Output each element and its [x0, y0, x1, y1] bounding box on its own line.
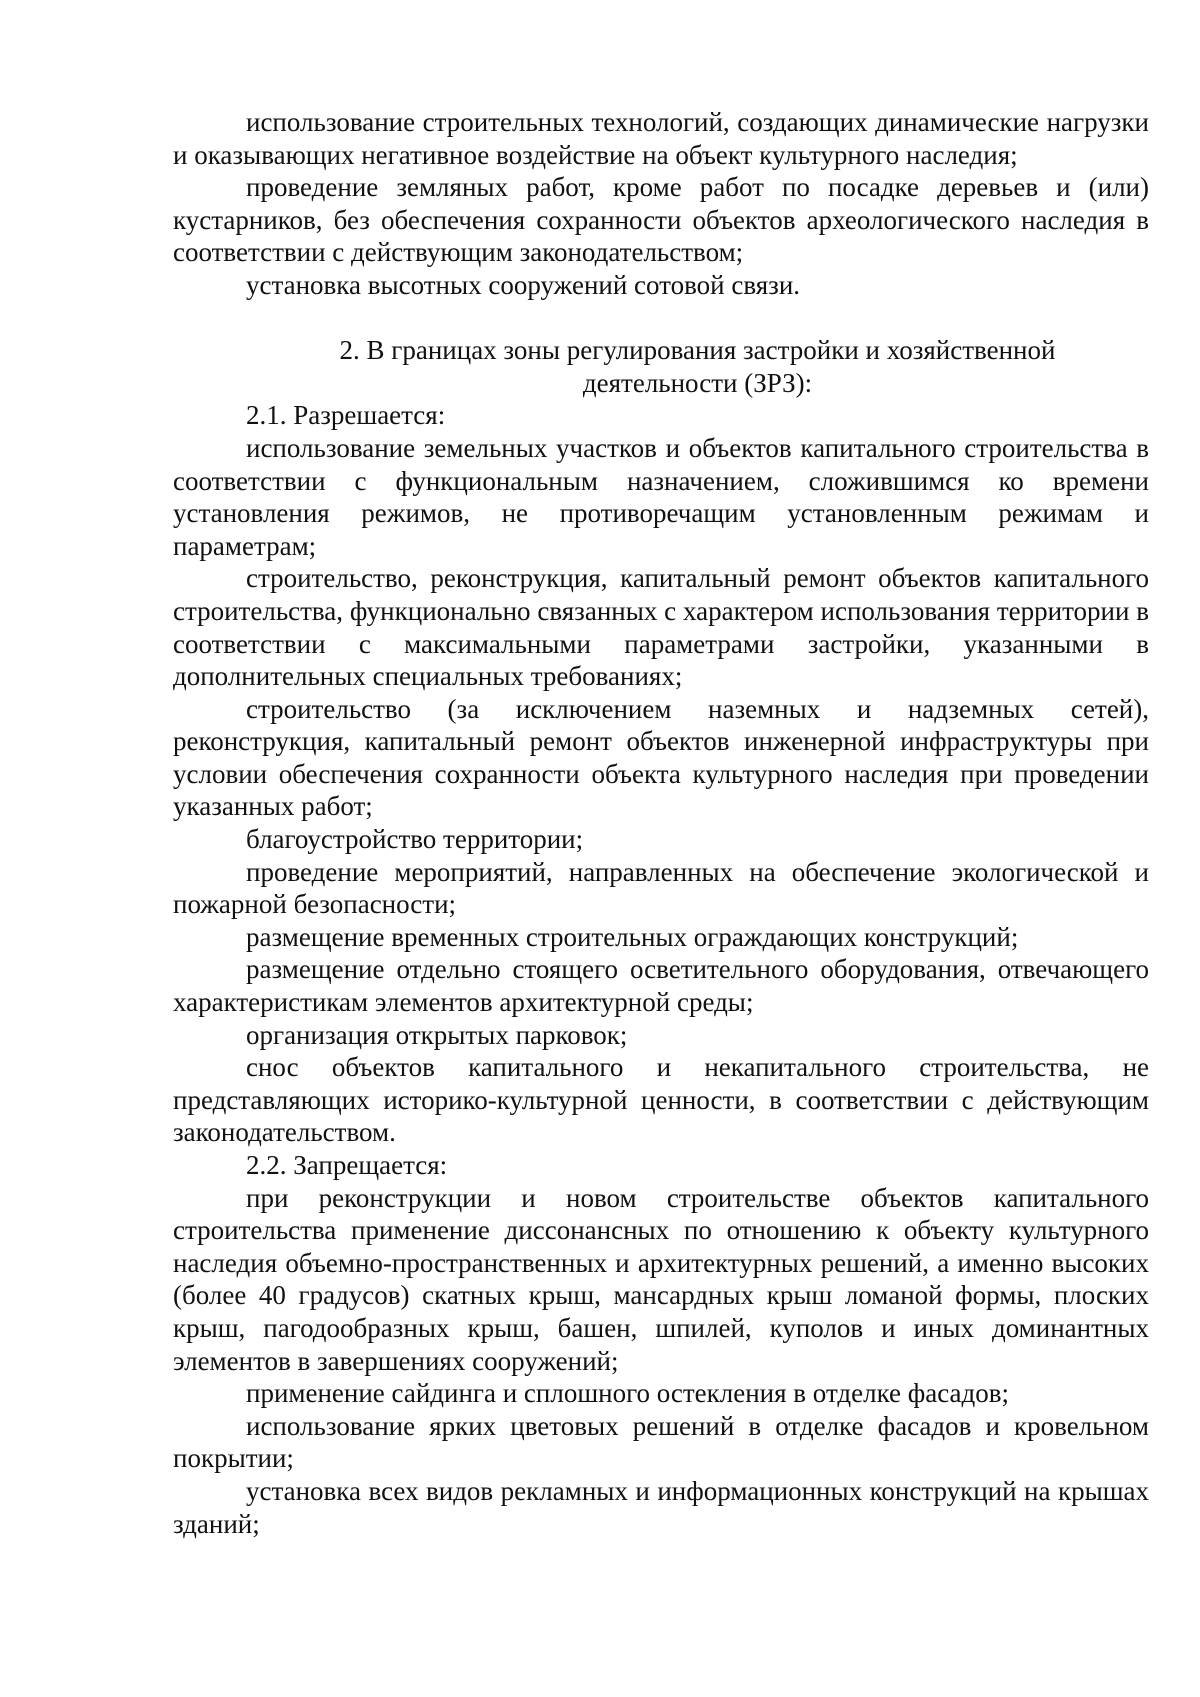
permitted-item-land-use: использование земельных участков и объектов капитального строительства в соответствии с функциональным назначением, сложившимся ко времени установления режимов, не противоречащим установленным режимам и параметрам; — [173, 432, 1149, 561]
prohibited-item-roof-ads: установка всех видов рекламных и информационных конструкций на крышах зданий; — [173, 1475, 1149, 1539]
paragraph-earthworks: проведение земляных работ, кроме работ по посадке деревьев и (или) кустарников, без обеспечения сохранности объектов археологического наследия в соответствии с действующим законодательством; — [173, 172, 1149, 268]
permitted-item-landscaping: благоустройство территории; — [246, 824, 584, 855]
paragraph-cell-towers: установка высотных сооружений сотовой связи. — [246, 269, 801, 300]
section-spacer — [173, 302, 1149, 335]
permitted-item-infrastructure: строительство (за исключением наземных и надземных сетей), реконструкция, капитальный ремонт объектов инженерной инфраструктуры при условии обеспечения сохранности объекта культурного наследия при проведении указанных работ; — [173, 693, 1149, 822]
section-2-heading — [173, 334, 1149, 399]
prohibited-item-siding: применение сайдинга и сплошного остекления в отделке фасадов; — [246, 1378, 1010, 1409]
paragraph-dynamic-loads: использование строительных технологий, создающих динамические нагрузки и оказывающих негативное воздействие на объект культурного наследия; — [173, 107, 1149, 170]
prohibited-label: 2.2. Запрещается: — [246, 1150, 448, 1180]
prohibited-item-bright-colors: использование ярких цветовых решений в отделке фасадов и кровельном покрытии; — [173, 1410, 1149, 1474]
permitted-item-safety: проведение мероприятий, направленных на обеспечение экологической и пожарной безопасности; — [173, 856, 1149, 920]
permitted-item-parking: организация открытых парковок; — [246, 1019, 628, 1050]
permitted-item-demolition: снос объектов капитального и некапитального строительства, не представляющих историко-культурной ценности, в соответствии с действующим законодательством. — [173, 1052, 1149, 1148]
permitted-label: 2.1. Разрешается: — [246, 400, 446, 431]
section-2-heading-line-1: 2. В границах зоны регулирования застройки и хозяйственной — [339, 335, 1056, 366]
prohibited-item-dissonant-design: при реконструкции и новом строительстве объектов капитального строительства применение диссонансных по отношению к объекту культурного наследия объемно-пространственных и архитектурных решений, а именно высоких (более 40 градусов) скатных крыш, мансардных крыш ломаной формы, плоских крыш, пагодообразных крыш, башен, шпилей, куполов и иных доминантных элементов в завершениях сооружений; — [173, 1182, 1149, 1376]
document-page — [173, 106, 1149, 1540]
section-2-heading-line-2: деятельности (ЗРЗ): — [582, 367, 813, 398]
permitted-item-lighting: размещение отдельно стоящего осветительного оборудования, отвечающего характеристикам элементов архитектурной среды; — [173, 954, 1149, 1018]
permitted-item-construction: строительство, реконструкция, капитальный ремонт объектов капитального строительства, функционально связанных с характером использования территории в соответствии с максимальными параметрами застройки, указанными в дополнительных специальных требованиях; — [173, 563, 1149, 692]
permitted-item-temporary-fences: размещение временных строительных ограждающих конструкций; — [246, 921, 1019, 952]
